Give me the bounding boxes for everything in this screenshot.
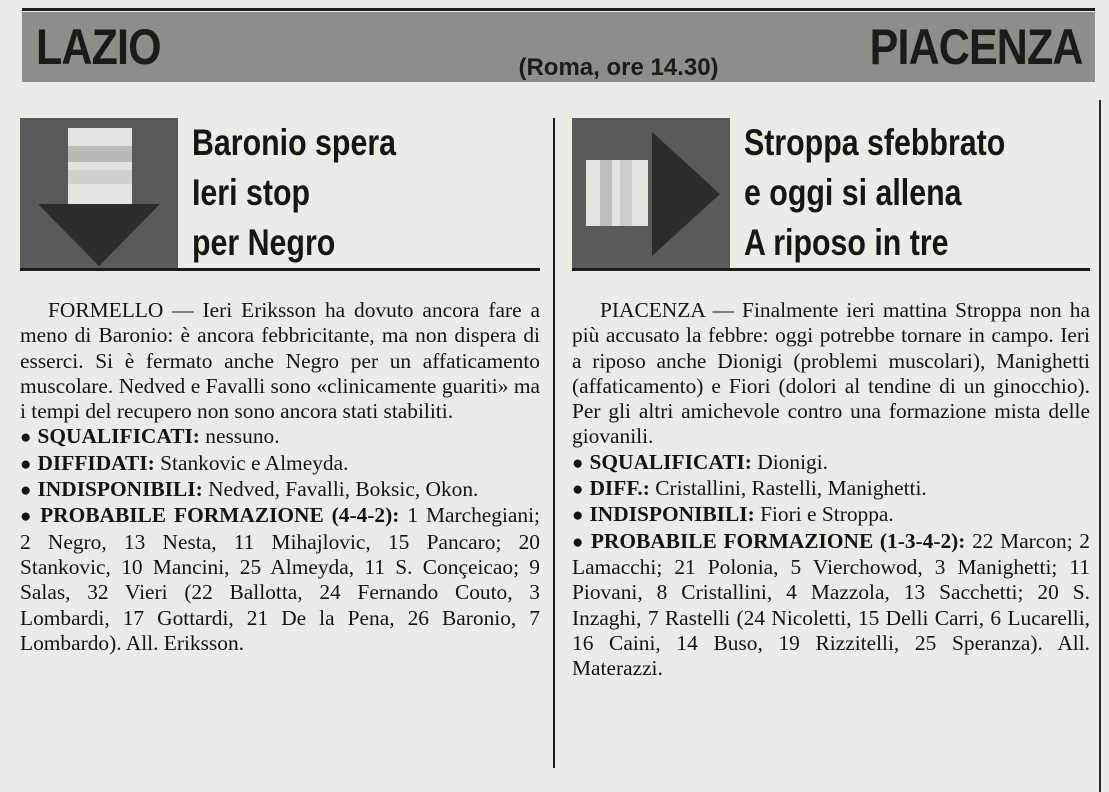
home-team-name: LAZIO [36, 19, 161, 75]
bullet-icon: ● [572, 531, 585, 553]
squalificati-label: SQUALIFICATI: [37, 424, 200, 449]
indisponibili-value: Fiori e Stroppa. [760, 502, 894, 527]
lazio-indisponibili [20, 477, 540, 503]
formazione-label: PROBABILE FORMAZIONE (1-3-4-2): [590, 528, 966, 553]
headline-rule [20, 268, 540, 271]
piacenza-squalificati [572, 450, 1090, 476]
bullet-icon: ● [20, 427, 32, 449]
bullet-icon: ● [572, 479, 584, 501]
diffidati-value: Cristallini, Rastelli, Manighetti. [655, 476, 927, 501]
squalificati-label: SQUALIFICATI: [589, 449, 752, 474]
lazio-body [20, 298, 540, 656]
lazio-intro: FORMELLO — Ieri Eriksson ha dovuto ancora fare a meno di Baronio: è ancora febbricitante, ma non dispera di esserci. Si è fermato anche Negro per un affaticamento muscolare. Nedved e Favalli sono «clinicamente guariti» ma i tempi del recupero non sono ancora stati stabiliti. [20, 298, 540, 424]
lazio-diffidati [20, 451, 540, 477]
piacenza-headline [744, 118, 1063, 268]
bullet-icon: ● [572, 505, 584, 527]
squalificati-value: Dionigi. [757, 449, 828, 474]
headline-line: e oggi si allena [744, 172, 962, 213]
diffidati-label: DIFFIDATI: [37, 450, 155, 475]
column-divider [553, 118, 555, 768]
piacenza-formazione [572, 529, 1090, 682]
match-header-band [22, 12, 1095, 82]
away-team-name: PIACENZA [870, 19, 1083, 75]
formazione-value: 22 Marcon; 2 Lamacchi; 21 Polonia, 5 Vierchowod, 3 Manighetti; 11 Piovani, 8 Cristallini, 4 Mazzola, 13 Sacchetti; 20 S. Inzaghi, 7 Rastelli (24 Nicoletti, 15 Delli Carri, 6 Lucarelli, 16 Caini, 14 Buso, 19 Rizzitelli, 25 Speranza). All. Materazzi. [572, 528, 1091, 681]
page-edge-rule [1099, 100, 1101, 792]
diffidati-label: DIFF.: [589, 476, 650, 501]
indisponibili-value: Nedved, Favalli, Boksic, Okon. [208, 477, 479, 502]
headline-rule [572, 268, 1090, 271]
headline-line: per Negro [192, 222, 336, 263]
indisponibili-label: INDISPONIBILI: [37, 477, 203, 502]
formazione-value: 1 Marchegiani; 2 Negro, 13 Nesta, 11 Mihajlovic, 15 Pancaro; 20 Stankovic, 10 Mancini, 25 Almeyda, 11 S. Conçeicao; 9 Salas, 32 Vieri (22 Ballotta, 24 Fernando Couto, 3 Lombardi, 17 Gottardi, 21 De la Pena, 26 Baronio, 7 Lombardo). All. Eriksson. [20, 503, 540, 655]
header-top-rule [22, 8, 1095, 11]
lazio-squalificati [20, 424, 540, 450]
squalificati-value: nessuno. [205, 424, 280, 449]
lazio-formazione [20, 503, 540, 656]
headline-line: Baronio spera [192, 122, 397, 163]
piacenza-diffidati [572, 476, 1090, 502]
piacenza-indisponibili [572, 502, 1090, 528]
arrow-right-icon [572, 118, 730, 270]
arrow-down-icon [20, 118, 178, 270]
diffidati-value: Stankovic e Almeyda. [160, 450, 349, 475]
bullet-icon: ● [572, 452, 584, 474]
piacenza-body [572, 298, 1090, 681]
venue-time: (Roma, ore 14.30) [518, 54, 719, 81]
bullet-icon: ● [20, 506, 35, 528]
headline-line: Ieri stop [192, 172, 311, 213]
bullet-icon: ● [20, 480, 32, 502]
headline-line: A riposo in tre [744, 222, 949, 263]
lazio-headline [192, 118, 441, 268]
indisponibili-label: INDISPONIBILI: [589, 502, 755, 527]
formazione-label: PROBABILE FORMAZIONE (4-4-2): [40, 503, 400, 528]
bullet-icon: ● [20, 453, 32, 475]
headline-line: Stroppa sfebbrato [744, 122, 1006, 163]
piacenza-intro: PIACENZA — Finalmente ieri mattina Stroppa non ha più accusato la febbre: oggi potrebbe tornare in campo. Ieri a riposo anche Dionigi (problemi muscolari), Manighetti (affaticamento) e Fiori (dolori al tendine di un ginocchio). Per gli altri amichevole contro una formazione mista delle giovanili. [572, 298, 1090, 449]
